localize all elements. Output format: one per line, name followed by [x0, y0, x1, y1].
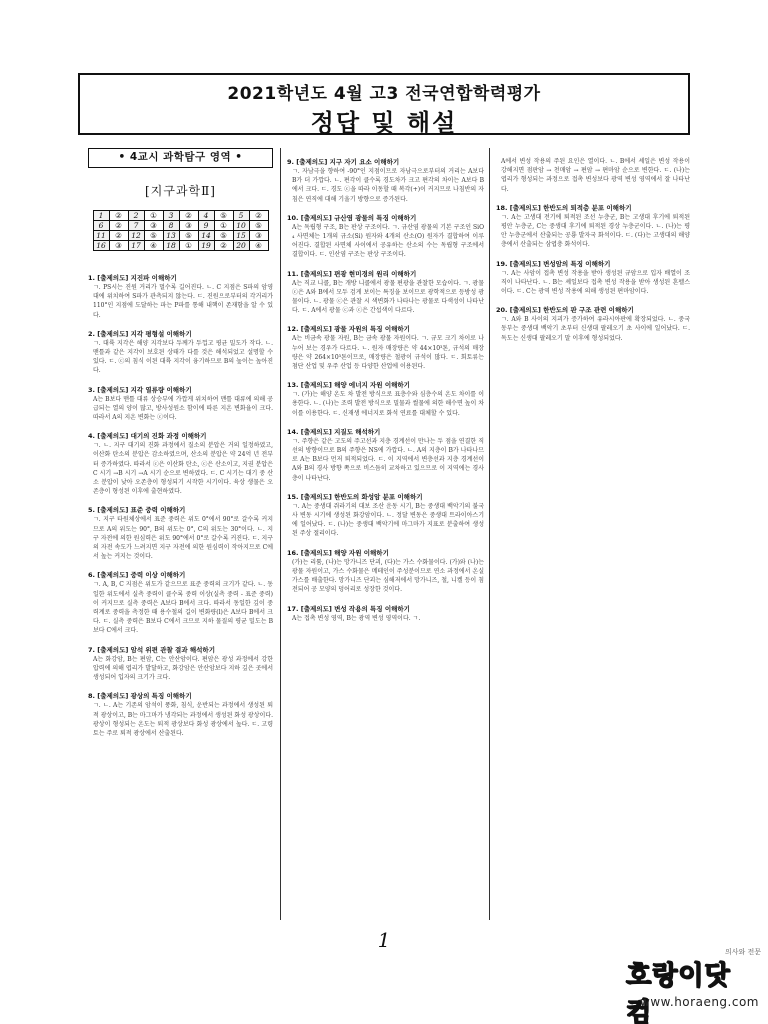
explanation-title: 17. [출제의도] 변성 작용의 특징 이해하기	[287, 604, 410, 613]
explanation-body: A는 B보다 맨틀 대류 상승부에 가깝게 위치하여 맨틀 대류에 의해 공급되는 열의 양이 많고, 방사성원소 함이에 따른 지온 변화율이 크다. 따라서 A의 지온 변화는 ⓒ이다.	[93, 395, 273, 422]
explanation-item	[287, 548, 484, 595]
explanation-list	[88, 273, 273, 738]
question-number: 4	[198, 211, 214, 221]
answer-choice: ②	[109, 231, 128, 241]
question-number: 7	[128, 221, 144, 231]
question-number: 14	[198, 231, 214, 241]
question-number: 18	[163, 241, 179, 251]
explanation-body: A는 직교 니콜, B는 개방 니콜에서 광물 편광을 관찰한 모습이다. ㄱ. 광물 ⓒ은 A와 B에서 모두 검게 보이는 특징을 보이므로 광학적으로 등방성 광물이다. ㄴ. 광물 ⓒ은 관찰 시 색변화가 나타나는 광물로 다색성이 나타난다. ㄷ. A에서 광물 ⓒ과 ⓒ은 간섭색이 다르다.	[292, 279, 484, 315]
explanation-item	[88, 691, 273, 738]
explanation-body: ㄱ. A는 사암이 접촉 변성 작용을 받아 생성된 규암으로 입자 배열이 조직이 나타난다. ㄴ. B는 셰일보다 접촉 변성 작용을 받아 생성된 혼펠스이다. ㄷ. C는 광역 변성 작용에 의해 생성된 편마암이다.	[501, 269, 690, 296]
document-title: 정답 및 해설	[310, 109, 458, 137]
explanation-body: ㄱ. A는 중생대 쥐라기의 대보 조산 운동 시기, B는 중생대 백악기의 불국사 변동 시기에 생성된 화강암이다. ㄴ. 정달 변동은 중생대 트라이아스기에 일어났다. ㄷ. (나)는 중생대 백악기에 마그마가 지표로 분출하여 생성된 주상 절리이다.	[292, 502, 484, 538]
answer-key-row	[93, 211, 268, 221]
answer-choice: ⑤	[214, 211, 233, 221]
column-1	[88, 148, 273, 738]
explanation-item	[496, 259, 690, 297]
explanation-item	[88, 505, 273, 561]
answer-choice: ④	[249, 241, 268, 251]
explanation-body: ㄱ. ㄴ. A는 기존의 암석이 풍화, 침식, 운반되는 과정에서 생성된 퇴적 광상이고, B는 마그마가 냉각되는 과정에서 생성된 화성 광상이다. 광상이 형성되는 온도는 퇴적 광상보다 화성 광상에서 높다. ㄷ. 고령토는 주로 퇴적 광상에서 산출된다.	[93, 702, 273, 737]
explanation-item	[287, 492, 484, 539]
explanation-item	[496, 157, 690, 194]
explanation-title: 7. [출제의도] 암석 위편 관찰 결과 해석하기	[88, 645, 215, 654]
explanation-body: ㄱ. PS시는 진원 거리가 멀수록 길어진다. ㄴ. C 지점은 S파의 암영대에 위치하여 S파가 관측되지 않는다. ㄷ. 진원으로부터의 각거리가 110°인 지점에 도달하는 파는 P파를 통해 내핵이 존재함을 알 수 있다.	[93, 284, 273, 319]
explanation-item	[287, 324, 484, 371]
question-number: 6	[93, 221, 109, 231]
subject-label: [지구과학Ⅱ]	[145, 184, 216, 198]
explanation-item	[496, 305, 690, 343]
answer-choice: ②	[214, 241, 233, 251]
answer-choice: ③	[179, 221, 198, 231]
explanation-body: ㄱ. 대륙 지각은 해양 지각보다 두께가 두껍고 평균 밀도가 작다. ㄴ. 맨틀과 같은 지각이 보호된 상태가 다를 것은 해석되었고 설명할 수 있다. ㄷ. ⓒ의 침식 이된 대륙 지각이 융기하므로 B의 높이는 높아진다.	[93, 339, 273, 375]
explanation-body: A는 독립형 구조, B는 판상 구조이다. ㄱ. 규산염 광물의 기본 구조인 SiO₄ 사면체는 1개의 규소(Si) 원자와 4개의 산소(O) 원자가 결합하여 이루어진다. 결합된 사면체 사이에서 공유하는 산소의 수는 독립형 구조에서 결합이다. ㄷ. 인산염 구조는 판상 구조이다.	[292, 223, 484, 259]
explanation-body: A는 접촉 변성 영역, B는 광역 변성 영역이다. ㄱ.	[292, 614, 421, 622]
answer-choice: ④	[144, 241, 163, 251]
explanation-item	[496, 203, 690, 250]
explanation-item	[287, 157, 484, 204]
title-box	[78, 73, 690, 135]
explanation-body: ㄱ. A, B, C 지점은 위도가 같으므로 표준 중력의 크기가 같다. ㄴ. 동일한 위도에서 실측 중력이 클수록 중력 이상(실측 중력 - 표준 중력)이 커지므로 실측 중력은 A보다 B에서 크다. 따라서 동일한 깊이 중력계로 중력을 측정한 때 용수철의 길이 변화량(l)은 A보다 B에서 크다. ㄷ. 실측 중력은 B보다 C에서 크므로 지하 물질의 평균 밀도는 B보다 C에서 크다.	[93, 581, 273, 635]
question-number: 20	[233, 241, 249, 251]
answer-choice: ①	[144, 211, 163, 221]
question-number: 15	[233, 231, 249, 241]
explanation-item	[88, 431, 273, 496]
explanation-list	[496, 157, 690, 343]
question-number: 2	[128, 211, 144, 221]
explanation-body: ㄱ. (가)는 해양 온도 차 발전 방식으로 표층수와 심층수의 온도 차이를 이용한다. ㄴ. (나)는 조력 발전 방식으로 밀물과 썰물에 의한 해수면 높이 차이를 이용한다. ㄷ. 신재생 에너지로 화석 연료를 대체할 수 있다.	[292, 391, 484, 417]
explanation-item	[88, 329, 273, 376]
answer-choice: ⑤	[214, 231, 233, 241]
answer-choice: ②	[109, 221, 128, 231]
explanation-title: 3. [출제의도] 지각 열류량 이해하기	[88, 385, 192, 394]
answer-choice: ⑤	[144, 231, 163, 241]
column-divider	[489, 148, 490, 920]
section-label: • 4교시 과학탐구 영역 •	[88, 148, 273, 168]
explanation-title: 5. [출제의도] 표준 중력 이해하기	[88, 506, 186, 515]
explanation-title: 18. [출제의도] 한반도의 퇴적층 분포 이해하기	[496, 203, 632, 212]
explanation-title: 2. [출제의도] 지각 평형설 이해하기	[88, 329, 192, 338]
explanation-body: A는 비금속 광물 자원, B는 금속 광물 자원이다. ㄱ. 규모 크기 차이로 나누어 보는 경우가 다르다. ㄴ. 원자 매장량은 약 44×10³톤, 규석의 매장량은 약 264×10³톤이므로, 매장량은 철광이 규석이 많다. ㄷ. 회토류는 첨단 산업 및 우주 산업 등 다양한 산업에 이용된다.	[292, 335, 484, 371]
publisher-logo	[626, 947, 761, 1024]
answer-choice: ⑤	[249, 221, 268, 231]
explanation-item	[287, 427, 484, 483]
answer-key-table	[93, 210, 269, 251]
column-3	[496, 148, 690, 343]
explanation-title: 16. [출제의도] 해양 자원 이해하기	[287, 548, 389, 557]
column-divider	[280, 148, 281, 920]
explanation-title: 14. [출제의도] 지질도 해석하기	[287, 427, 381, 436]
explanation-title: 9. [출제의도] 지구 자기 요소 이해하기	[287, 158, 400, 166]
explanation-item	[88, 273, 273, 320]
question-number: 5	[233, 211, 249, 221]
question-number: 19	[198, 241, 214, 251]
question-number: 3	[163, 211, 179, 221]
explanation-body: A는 화강암, B는 편암, C는 안산암이다. 편암은 광성 과정에서 강한 압력에 의해 엽리가 발달하고, 화강암은 안산암보다 지하 깊은 곳에서 생성되어 입자의 크기가 크다.	[93, 655, 273, 682]
answer-choice: ②	[249, 211, 268, 221]
answer-choice: ③	[249, 231, 268, 241]
explanation-body: ㄱ. 자남극을 향하여 -90°인 지점이므로 자남극으로부터의 거리는 A보다 B가 더 가깝다. ㄴ. 편각이 클수록 경도차가 크고 편각의 차이는 A보다 B에서 크다. ㄷ. 경도 ⓒ을 따라 이동할 때 복각(+)이 커지므로 나침반의 자침은 연직에 대해 기울기 방향으로 증가된다.	[292, 168, 484, 203]
explanation-title: 4. [출제의도] 대기의 진화 과정 이해하기	[88, 432, 207, 441]
explanation-body: (가)는 리튬, (나)는 망가니즈 단괴, (다)는 가스 수화물이다. (가)와 (나)는 광물 자원이고, 가스 수화물은 메테인이 주성분이므로 연소 과정에서 온실 가스를 배출한다. 망가니즈 단괴는 심해저에서 망가니즈, 철, 니켈 등이 침전되어 공 모양의 덩어리로 성장한 것이다.	[292, 558, 484, 594]
explanation-body: ㄱ. 주향은 같은 고도의 주고선과 지층 경계선이 만나는 두 점을 연결한 직선의 방향이므로 B의 주향은 NS에 가깝다. ㄴ. A의 지층이 B가 나타나므로 A는 B보다 먼저 퇴적되었다. ㄷ. 이 지역에서 변층선과 지층 경계선이 A와 B의 경사 방향 쪽으로 비스듬히 교차하고 있으므로 이 지역에는 경사층이 나타난다.	[292, 437, 484, 482]
explanation-item	[287, 380, 484, 418]
answer-choice: ③	[109, 241, 128, 251]
explanation-item	[287, 604, 484, 623]
website-url: www.horaeng.com	[640, 995, 759, 1009]
column-2	[287, 148, 484, 623]
explanation-item	[287, 213, 484, 260]
logo-tagline: 의사와 전문	[724, 948, 761, 956]
explanation-body: ㄱ. A는 고생대 전기에 퇴적된 조선 누층군, B는 고생대 후기에 퇴적된 평안 누층군, C는 중생대 후기에 퇴적된 경상 누층군이다. ㄴ. (나)는 평안 누층군에서 산출되는 공룡 발자국 화석이다. ㄷ. (다)는 고생대의 해양층에서 산출되는 삼엽충 화석이다.	[501, 213, 690, 249]
explanation-body: A에서 변성 작용의 주된 요인은 열이다. ㄴ. B에서 셰일은 변성 작용이 강해지면 점판암 → 천매암 → 편암 → 편마암 순으로 변한다. ㄷ. (나)는 엽리가 형성되는 과정으로 접촉 변성보다 광역 변성 영역에서 잘 나타난다.	[501, 158, 690, 193]
page-number: 1	[377, 928, 391, 952]
explanation-title: 20. [출제의도] 한반도의 판 구조 관련 이해하기	[496, 306, 634, 315]
answer-choice: ②	[179, 211, 198, 221]
answer-choice: ①	[179, 241, 198, 251]
answer-choice: ③	[144, 221, 163, 231]
question-number: 8	[163, 221, 179, 231]
explanation-item	[287, 269, 484, 316]
explanation-title: 15. [출제의도] 한반도의 화성암 분포 이해하기	[287, 492, 423, 501]
question-number: 12	[128, 231, 144, 241]
question-number: 13	[163, 231, 179, 241]
question-number: 17	[128, 241, 144, 251]
question-number: 10	[233, 221, 249, 231]
question-number: 16	[93, 241, 109, 251]
explanation-item	[88, 645, 273, 683]
explanation-item	[88, 385, 273, 423]
question-number: 11	[93, 231, 109, 241]
explanation-title: 11. [출제의도] 편광 현미경의 원리 이해하기	[287, 269, 417, 278]
logo-text: 호랑이닷컴	[626, 961, 731, 1024]
explanation-title: 8. [출제의도] 광상의 특징 이해하기	[88, 692, 192, 701]
explanation-list	[287, 157, 484, 623]
exam-title: 2021학년도 4월 고3 전국연합학력평가	[227, 84, 541, 104]
explanation-body: ㄱ. ㄴ. 지구 대기의 진화 과정에서 질소의 분압은 거의 일정하였고, 이산화 탄소의 분압은 감소하였으며, 산소의 분압은 약 24억 년 전부터 증가하였다. 따라서 ⓒ은 이산화 탄소, ⓒ은 산소이고, 지권 분압은 C 시기 →B 시기 →A 시기 순으로 변하였다. ㄷ. C 시기는 대기 중 산소 분압이 낮아 오존층이 형성되기 시작한 시기이다. 육상 생물은 오존층이 형성된 이후에 출현하였다.	[93, 442, 273, 496]
question-number: 1	[93, 211, 109, 221]
answer-choice: ①	[214, 221, 233, 231]
explanation-title: 6. [출제의도] 중력 이상 이해하기	[88, 571, 186, 580]
explanation-item	[88, 570, 273, 635]
explanation-title: 19. [출제의도] 변성암의 특징 이해하기	[496, 259, 611, 268]
explanation-title: 1. [출제의도] 지진파 이해하기	[88, 274, 177, 282]
explanation-title: 10. [출제의도] 규산염 광물의 특징 이해하기	[287, 213, 417, 222]
explanation-title: 13. [출제의도] 해양 에너지 자원 이해하기	[287, 381, 410, 390]
answer-key-row	[93, 231, 268, 241]
explanation-body: ㄱ. A와 B 사이의 지괴가 증가하여 유라시아판에 확장되었다. ㄴ. 중국 동부는 중생대 백악기 초부터 신생대 팔레오기 초 사이에 일어났다. ㄷ. 독도는 신생대 팔레오기 말 이후에 형성되었다.	[501, 316, 690, 342]
explanation-body: ㄱ. 지구 타원체상에서 표준 중력은 위도 0°에서 90°로 갈수록 커지므로 A의 위도는 90°, B의 위도는 0°, C의 위도는 30°이다. ㄴ. 지구 자전에 의한 원심력은 위도 90°에서 0°로 갈수록 커진다. ㄷ. 지구의 자전 속도가 느려지면 지구 자전에 의한 원심력이 작아지므로 C에서 높는 커지는 것이다.	[93, 516, 273, 561]
question-number: 9	[198, 221, 214, 231]
answer-key-row	[93, 221, 268, 231]
answer-key-row	[93, 241, 268, 251]
explanation-title: 12. [출제의도] 광물 자원의 특징 이해하기	[287, 325, 410, 334]
answer-choice: ⑤	[179, 231, 198, 241]
answer-choice: ②	[109, 211, 128, 221]
